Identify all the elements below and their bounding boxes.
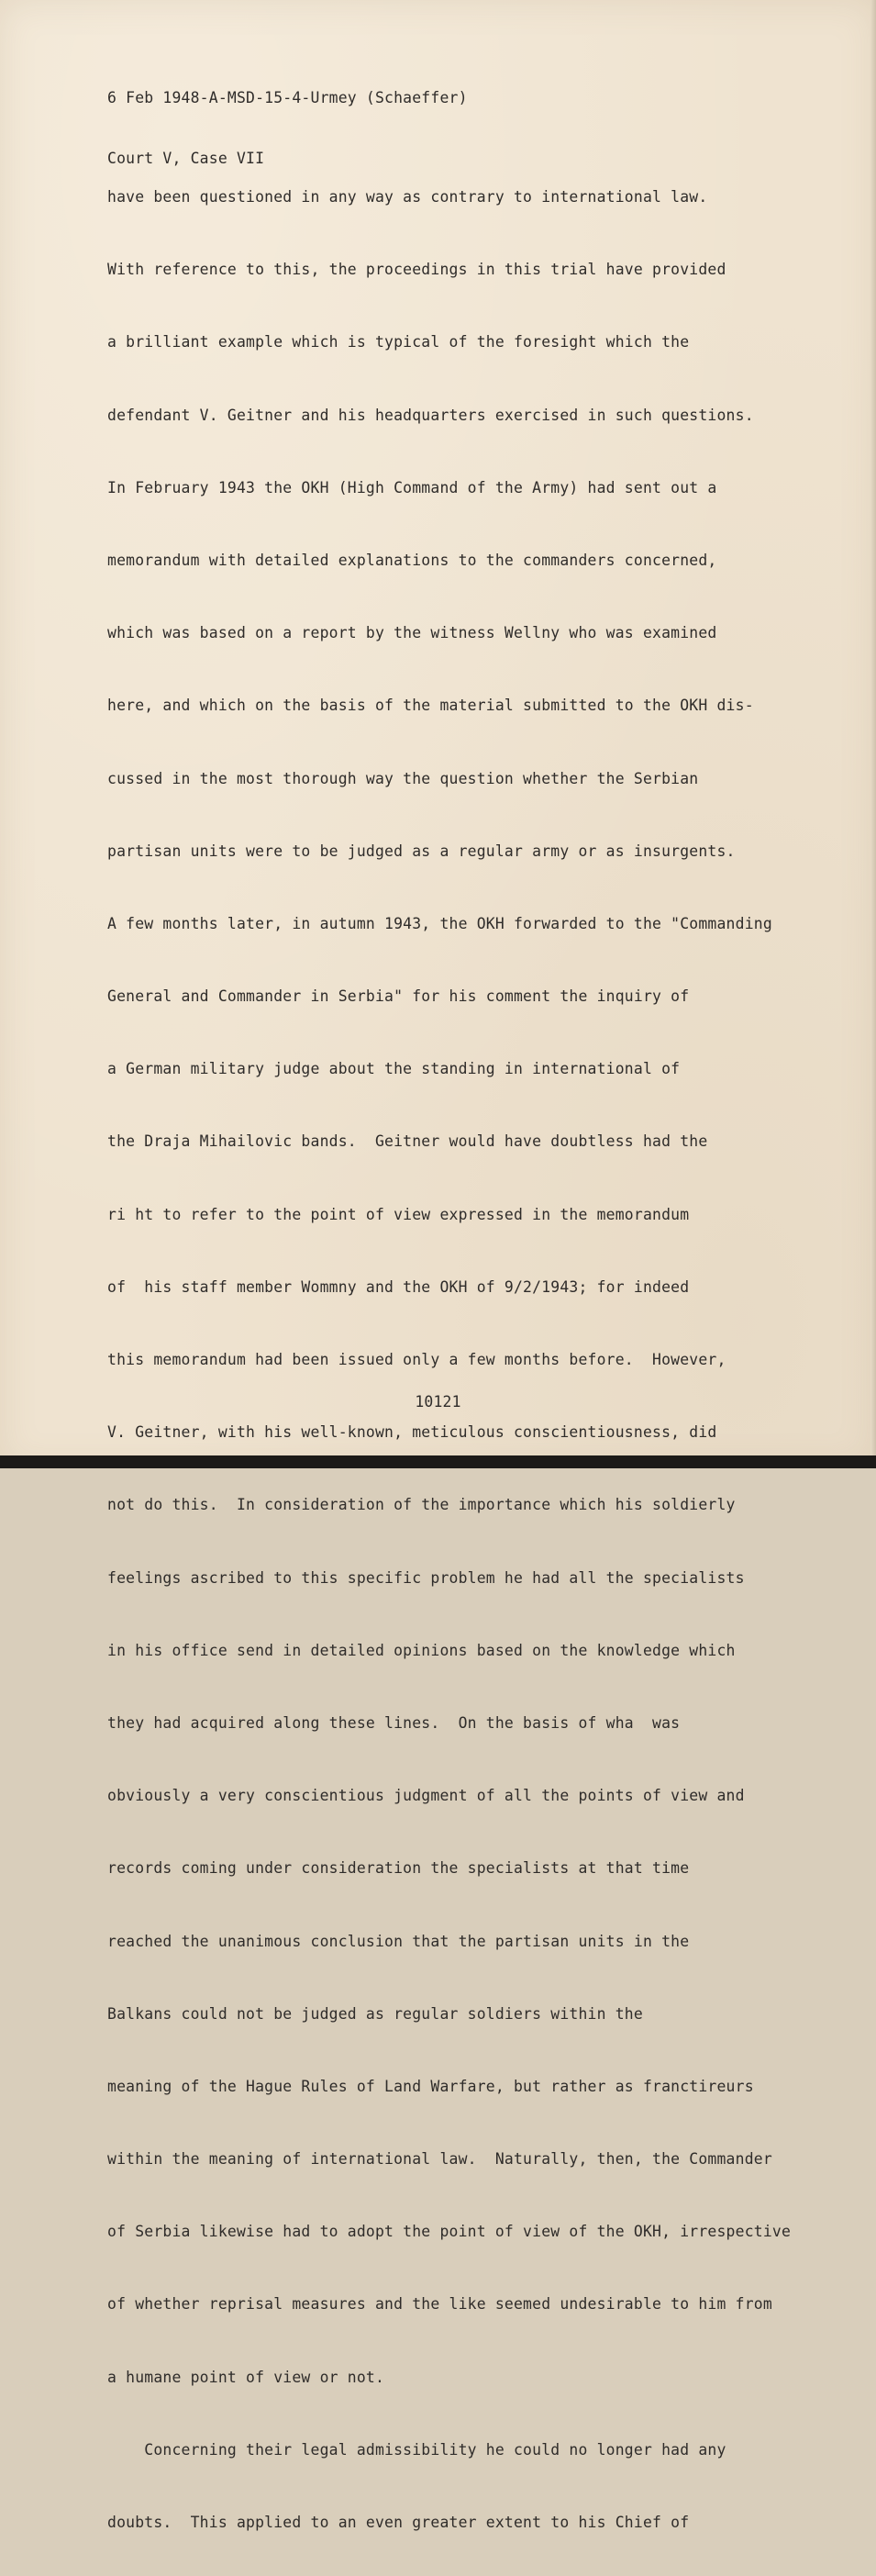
body-line: cussed in the most thorough way the question whether the Serbian — [107, 769, 699, 787]
body-line: ri ht to refer to the point of view expressed in the memorandum — [107, 1205, 690, 1223]
body-line: doubts. This applied to an even greater extent to his Chief of — [107, 2514, 690, 2531]
body-line: With reference to this, the proceedings in this trial have provided — [107, 261, 726, 279]
body-line: here, and which on the basis of the material submitted to the OKH dis- — [107, 697, 754, 715]
body-line: have been questioned in any way as contrary to international law. — [107, 188, 708, 206]
document-body — [107, 143, 791, 2576]
body-line: defendant V. Geitner and his headquarters exercised in such questions. — [107, 406, 754, 424]
page-number: 10121 — [415, 1393, 461, 1411]
body-line: of his staff member Wommny and the OKH of 9/2/1943; for indeed — [107, 1277, 690, 1296]
body-line: in his office send in detailed opinions based on the knowledge which — [107, 1641, 736, 1659]
header-court-case: Court V, Case VII — [107, 150, 265, 167]
body-line: Concerning their legal admissibility he could no longer had any — [107, 2440, 726, 2459]
body-line: this memorandum had been issued only a few months before. However, — [107, 1351, 726, 1368]
body-line: they had acquired along these lines. On the basis of wha was — [107, 1713, 681, 1732]
body-line: partisan units were to be judged as a regular army or as insurgents. — [107, 842, 736, 860]
body-line: which was based on a report by the witness Wellny who was examined — [107, 624, 717, 642]
body-line: obviously a very conscientious judgment of all the points of view and — [107, 1787, 745, 1805]
body-line: reached the unanimous conclusion that the partisan units in the — [107, 1932, 690, 1950]
body-line: records coming under consideration the specialists at that time — [107, 1859, 690, 1878]
body-line: a brilliant example which is typical of the foresight which the — [107, 333, 690, 351]
body-line: of Serbia likewise had to adopt the point of view of the OKH, irrespective — [107, 2223, 792, 2241]
body-line: General and Commander in Serbia" for his comment the inquiry of — [107, 987, 690, 1006]
body-line: the Draja Mihailovic bands. Geitner would have doubtless had the — [107, 1132, 708, 1151]
body-line: within the meaning of international law. Naturally, then, the Commander — [107, 2150, 772, 2169]
header-date-reference: 6 Feb 1948-A-MSD-15-4-Urmey (Schaeffer) — [107, 89, 468, 106]
body-line: a German military judge about the standing in international of — [107, 1060, 681, 1078]
page-edge-shadow — [870, 0, 876, 1455]
body-line: not do this. In consideration of the importance which his soldierly — [107, 1496, 736, 1514]
body-line: In February 1943 the OKH (High Command of the Army) had sent out a — [107, 478, 717, 496]
body-line: V. Geitner, with his well-known, meticulous conscientiousness, did — [107, 1423, 717, 1442]
body-line: memorandum with detailed explanations to the commanders concerned, — [107, 551, 717, 569]
scan-bottom-edge — [0, 1455, 876, 1468]
body-line: Balkans could not be judged as regular soldiers within the — [107, 2004, 643, 2023]
body-line: meaning of the Hague Rules of Land Warfare, but rather as franctireurs — [107, 2077, 754, 2095]
body-line: a humane point of view or not. — [107, 2368, 385, 2386]
body-line: of whether reprisal measures and the like seemed undesirable to him from — [107, 2295, 772, 2314]
body-line: feelings ascribed to this specific problem he had all the specialists — [107, 1568, 745, 1587]
body-line: A few months later, in autumn 1943, the OKH forwarded to the "Commanding — [107, 914, 772, 932]
